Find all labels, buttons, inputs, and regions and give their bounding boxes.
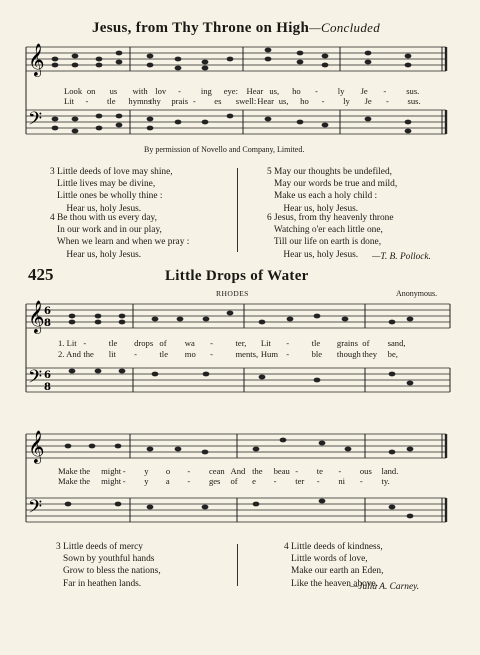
verse-6: 6 Jesus, from thy heavenly throne Watching o'er each little one, Till our life on earth is done, Hear us, holy Jesus.	[267, 213, 394, 260]
lyric-syllable: -	[295, 466, 299, 476]
composer: Anonymous.	[396, 289, 438, 298]
lyric-syllable: o	[165, 466, 171, 476]
lyric-syllable: ni	[338, 476, 345, 486]
lyric-syllable: -	[122, 476, 126, 486]
lyric-syllable: ing	[200, 86, 212, 96]
lyric-syllable: -	[83, 338, 87, 348]
lyric-syllable: sus.	[406, 86, 420, 96]
lyric-syllable: tle	[106, 96, 116, 106]
title-suffix: —Concluded	[309, 20, 381, 35]
lyric-syllable: -	[286, 349, 290, 359]
lyric-syllable: ho	[300, 96, 309, 106]
lyric-syllable: ty.	[381, 476, 390, 486]
lyric-syllable: e	[252, 476, 256, 486]
lyric-syllable: ges	[208, 476, 221, 486]
lyric-syllable: the	[79, 466, 91, 476]
lyric-syllable: eye:	[223, 86, 239, 96]
lyric-syllable: might	[101, 476, 122, 486]
lyric-syllable: on	[86, 86, 96, 96]
lyric-syllable: thy	[149, 96, 161, 106]
lyric-syllable: -	[316, 476, 320, 486]
lyric-syllable: -	[122, 466, 126, 476]
lyric-syllable: ble	[311, 349, 323, 359]
lyric-syllable: -	[192, 96, 196, 106]
treble-clef-icon: 𝄞	[28, 43, 45, 76]
lyric-syllable: ter	[295, 476, 305, 486]
verse-3: 3 Little deeds of love may shine, Little lives may be divine, Little ones be wholly thine : Hear us, holy Jesus.	[50, 167, 173, 214]
lyric-syllable: Je	[364, 96, 372, 106]
lyric-syllable: tle	[108, 338, 118, 348]
verse-4: 4 Be thou with us every day, In our work and in our play, When we learn and when we pray : Hear us, holy Jesus.	[50, 213, 190, 260]
lyric-syllable: Make	[58, 466, 78, 476]
lyric-syllable: ter,	[235, 338, 247, 348]
lyric-syllable: of	[230, 476, 238, 486]
verse-425-4: 4 Little deeds of kindness, Little words of love, Make our earth an Eden, Like the heaven above.	[284, 542, 384, 589]
treble-clef-icon: 𝄞	[28, 300, 45, 333]
tune-name: RHODES	[216, 289, 249, 298]
lyric-syllable: -	[314, 86, 318, 96]
lyric-syllable: us,	[278, 96, 289, 106]
lyric-syllable: -	[210, 338, 214, 348]
bass-clef-icon: 𝄢	[28, 109, 43, 134]
bass-clef-icon: 𝄢	[28, 497, 43, 522]
lyric-syllable: y	[144, 476, 149, 486]
lyric-syllable: of	[159, 338, 167, 348]
author-carney: —Julia A. Carney.	[350, 582, 420, 592]
lyric-syllable: tle	[311, 338, 321, 348]
lyric-syllable: they	[362, 349, 378, 359]
lyric-syllable: land.	[381, 466, 399, 476]
verse-divider	[237, 168, 238, 252]
hymn-title-continued	[92, 20, 380, 37]
svg-text:8: 8	[44, 382, 51, 393]
bass-staff	[26, 110, 446, 134]
lyric-syllable: -	[210, 349, 214, 359]
lyric-syllable: the	[79, 476, 91, 486]
lyric-syllable: be,	[387, 349, 398, 359]
lyric-syllable: grains	[336, 338, 358, 348]
lyric-syllable: the	[83, 349, 94, 359]
lyric-syllable: Lit	[260, 338, 271, 348]
lyric-syllable: -	[338, 466, 342, 476]
lyric-syllable: swell:	[235, 96, 257, 106]
svg-text:6: 6	[44, 306, 51, 317]
lyric-syllable: a	[165, 476, 170, 486]
lyric-syllable: Make	[58, 476, 78, 486]
lyric-syllable: us,	[269, 86, 280, 96]
lyric-syllable: -	[321, 96, 325, 106]
lyric-syllable: -	[383, 86, 387, 96]
lyric-syllable: with	[132, 86, 148, 96]
svg-text:8: 8	[44, 318, 51, 329]
lyric-syllable: Hum	[260, 349, 279, 359]
lyric-syllable: sus.	[407, 96, 421, 106]
notes-bass	[52, 114, 412, 134]
lyric-syllable: the	[252, 466, 263, 476]
lyric-syllable: es	[214, 96, 222, 106]
verse-divider-2	[237, 544, 238, 586]
lyric-syllable: Lit	[64, 96, 75, 106]
lyric-syllable: -	[178, 86, 181, 96]
lyric-syllable: -	[85, 96, 89, 106]
lyric-syllable: cean	[208, 466, 225, 476]
treble-clef-icon: 𝄞	[28, 430, 45, 463]
lyric-syllable: Hear	[257, 96, 274, 106]
lyric-syllable: y	[144, 466, 149, 476]
lyric-syllable: 2. And	[58, 349, 81, 359]
title-text: Jesus, from Thy Throne on High	[92, 20, 310, 36]
lyric-syllable: And	[230, 466, 246, 476]
lyric-syllable: ho	[292, 86, 301, 96]
verse-425-3: 3 Little deeds of mercy Sown by youthful hands Grow to bless the nations, Far in heathen lands.	[56, 542, 161, 589]
lyric-syllable: hymns	[128, 96, 152, 106]
time-signature	[44, 306, 51, 393]
lyric-syllable: prais	[171, 96, 189, 106]
lyric-syllable: -	[286, 338, 290, 348]
hymn-number: 425	[28, 265, 54, 284]
lyric-syllable: lit	[108, 349, 116, 359]
lyric-syllable: te	[316, 466, 323, 476]
lyric-syllable: -	[187, 466, 191, 476]
lyric-syllable: ly	[337, 86, 345, 96]
lyric-syllable: ous	[359, 466, 372, 476]
lyric-syllable: though	[336, 349, 361, 359]
lyric-syllable: -	[134, 349, 137, 359]
permission-credit: By permission of Novello and Company, Limited.	[144, 145, 305, 154]
hymn-title: Little Drops of Water	[165, 268, 309, 284]
lyric-syllable: -	[359, 476, 363, 486]
lyric-syllable: Je	[360, 86, 368, 96]
lyric-syllable: us	[109, 86, 118, 96]
lyric-syllable: beau	[273, 466, 290, 476]
svg-text:6: 6	[44, 370, 51, 381]
lyric-syllable: might	[101, 466, 122, 476]
lyric-syllable: 1. Lit	[58, 338, 77, 348]
lyric-syllable: mo	[184, 349, 196, 359]
treble-staff	[26, 47, 446, 71]
lyric-syllable: sand,	[387, 338, 406, 348]
lyric-syllable: of	[362, 338, 370, 348]
bass-clef-icon: 𝄢	[28, 367, 43, 392]
author-pollock: —T. B. Pollock.	[372, 252, 431, 262]
verse-5: 5 May our thoughts be undefiled, May our words be true and mild, Make us each a holy child : Hear us, holy Jesus.	[267, 167, 398, 214]
lyric-syllable: Hear	[246, 86, 264, 96]
lyric-syllable: -	[187, 476, 191, 486]
lyric-syllable: ly	[343, 96, 350, 106]
lyric-syllable: lov	[155, 86, 167, 96]
lyric-syllable: -	[386, 96, 389, 106]
lyric-syllable: ments,	[235, 349, 259, 359]
lyric-syllable: wa	[184, 338, 195, 348]
lyric-syllable: -	[273, 476, 277, 486]
lyric-syllable: Look	[64, 86, 83, 96]
lyric-syllable: tle	[159, 349, 169, 359]
lyric-syllable: drops	[134, 338, 154, 348]
